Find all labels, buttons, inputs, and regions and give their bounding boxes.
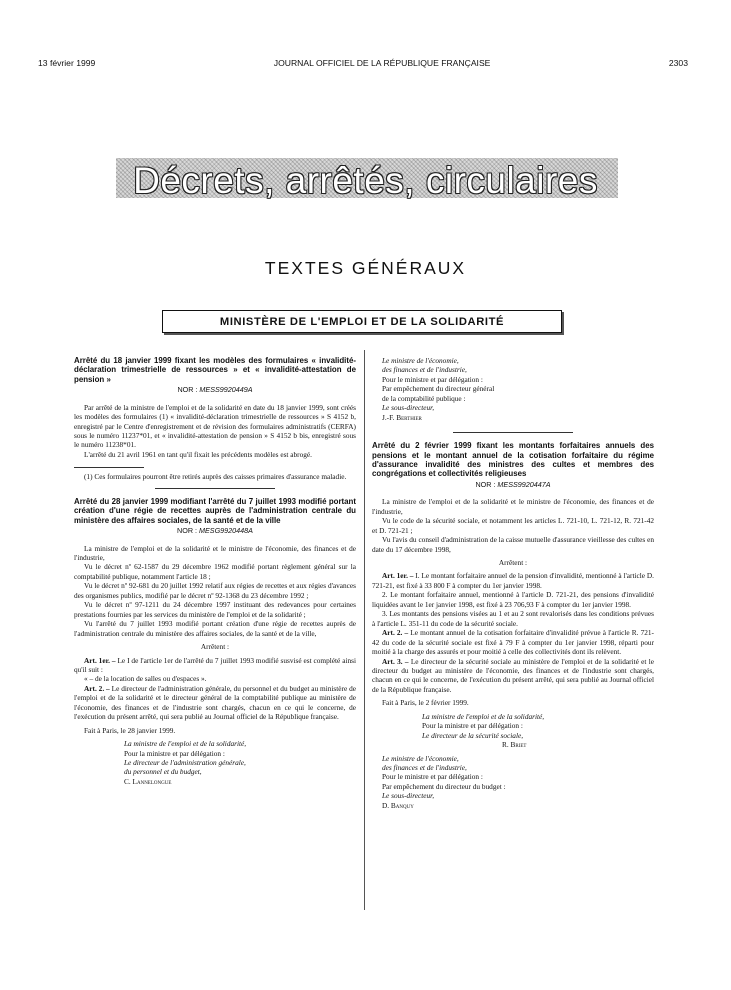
nor-label: NOR :	[177, 385, 198, 395]
article-text: Le I de l'article 1er de l'arrêté du 7 juillet 1993 modifié susvisé est complété ainsi qu'il suit :	[74, 655, 356, 674]
signature-line: Pour la ministre et par délégation :	[422, 721, 523, 731]
article-label: Art. 1er. –	[382, 571, 414, 581]
column-rule	[364, 350, 365, 910]
decree2-paragraph: La ministre de l'emploi et de la solidarité et le ministre de l'économie, des finances et de l'industrie,	[74, 543, 356, 562]
decree2-done-at: Fait à Paris, le 28 janvier 1999.	[84, 725, 176, 735]
signature-line: La ministre de l'emploi et de la solidarité,	[422, 711, 545, 721]
decree3-nor	[372, 480, 654, 489]
decree1-nor	[74, 385, 356, 394]
signature-line: Le directeur de l'administration générale,	[124, 758, 246, 768]
article-label: Art. 1er. –	[84, 655, 116, 665]
signature-line: du personnel et du budget,	[124, 767, 202, 777]
decree3-article-1-item: 2. Le montant forfaitaire annuel, mentionné à l'article D. 721-21, des pensions d'invalidité liquidées avant le 1er janvier 1998, est fixé à 23 706,93 F à compter du 1er janvier 1998.	[372, 590, 654, 609]
header-journal: JOURNAL OFFICIEL DE LA RÉPUBLIQUE FRANÇAISE	[273, 58, 491, 68]
signatory-name: J.-F. Berthier	[382, 412, 422, 422]
signature-line: Pour le ministre et par délégation :	[382, 772, 483, 782]
decree2-arretent: Arrêtent :	[200, 642, 230, 652]
nor-code: MESG9920448A	[199, 526, 253, 536]
decree3-paragraph: Vu l'avis du conseil d'administration de la caisse mutuelle d'assurance vieillesse des cultes en date du 17 décembre 1998,	[372, 535, 654, 554]
signature-line: Le ministre de l'économie,	[382, 753, 459, 763]
signature-line: des finances et de l'industrie,	[382, 763, 467, 773]
article-label: Art. 2. –	[84, 683, 110, 693]
signature-line: Le sous-directeur,	[382, 403, 435, 413]
decree2-nor	[74, 526, 356, 535]
signature-line: Pour le ministre et par délégation :	[382, 374, 483, 384]
article-text: I. Le montant forfaitaire annuel de la pension d'invalidité, mentionné à l'article D. 721-21, est fixé à 33 800 F à compter du 1er janvier 1998.	[372, 571, 654, 590]
signature-line: Par empêchement du directeur général	[382, 384, 495, 394]
right-column	[372, 356, 654, 810]
running-header	[38, 56, 688, 70]
decree1-paragraph: Par arrêté de la ministre de l'emploi et de la solidarité en date du 18 janvier 1999, sont créés les modèles des formulaires (1) « invalidité-déclaration trimestrielle de ressources » S 4152 b, enregistré par le Centre d'enregistrement et de révision des formulaires administratifs (CERFA) sous le numéro 11237*01, et « invalidité-attestation de pension » S 4152 b bis, enregistré sous le numéro 11238*01.	[74, 402, 356, 450]
article-label: Art. 2. –	[382, 628, 409, 638]
article-text: Le directeur de l'administration générale, du personnel et du budget au ministère de l'emploi et de la solidarité et le directeur général de la comptabilité publique au ministère de l'économie, des finances et de l'industrie sont chargés, chacun en ce qui le concerne, de l'exécution du présent arrêté, qui sera publié au Journal officiel de la République française.	[74, 683, 356, 722]
header-date: 13 février 1999	[38, 58, 96, 68]
decree3-paragraph: La ministre de l'emploi et de la solidarité et le ministre de l'économie, des finances et de l'industrie,	[372, 497, 654, 516]
nor-code: MESS9920449A	[199, 385, 253, 395]
decree2-paragraph: Vu l'arrêté du 7 juillet 1993 modifié portant création d'une régie de recettes auprès de l'administration centrale du ministère des affaires sociales, de la santé et de la ville,	[74, 619, 356, 638]
nor-label: NOR :	[177, 526, 197, 536]
banner-title: Décrets, arrêtés, circulaires	[133, 160, 598, 201]
signature-line: Le directeur de la sécurité sociale,	[422, 730, 524, 740]
signature-line: de la comptabilité publique :	[382, 393, 466, 403]
decree1-title: Arrêté du 18 janvier 1999 fixant les modèles des formulaires « invalidité-déclaration trimestrielle de ressources » et « invalidité-attestation de pension »	[74, 356, 356, 384]
decree2-paragraph: Vu le décret nº 62-1587 du 29 décembre 1962 modifié portant règlement général sur la comptabilité publique, notamment l'article 18 ;	[74, 562, 356, 581]
signature-line: Par empêchement du directeur du budget :	[382, 781, 506, 791]
decree2-article-2	[74, 684, 356, 722]
signatory-name: D. Banquy	[382, 800, 414, 810]
signatory-name: C. Lannelongue	[124, 776, 172, 786]
separator	[155, 488, 275, 489]
signature-line: La ministre de l'emploi et de la solidarité,	[124, 739, 247, 749]
decree2-title: Arrêté du 28 janvier 1999 modifiant l'arrêté du 7 juillet 1993 modifié portant création d'une régie de recettes auprès de l'administration centrale du ministère des affaires sociales, de la santé et de la ville	[74, 496, 356, 525]
signature-line: Pour la ministre et par délégation :	[124, 748, 225, 758]
section-heading: TEXTES GÉNÉRAUX	[264, 258, 467, 278]
decree3-article-3	[372, 657, 654, 695]
article-text: Le montant annuel de la cotisation forfaitaire d'invalidité prévue à l'article R. 721-42 du code de la sécurité sociale est fixé à 79 F à compter du 1er janvier 1998, réparti pour moitié à la charge des assurés et pour moitié à celle des collectivités dont ils relèvent.	[372, 628, 654, 657]
footnote-rule	[74, 467, 144, 468]
decree3-title: Arrêté du 2 février 1999 fixant les montants forfaitaires annuels des pensions et le montant annuel de la cotisation forfaitaire du régime d'assurance invalidité des ministres des cultes et membres des congrégations et collectivités religieuses	[372, 441, 654, 479]
signature-line: Le ministre de l'économie,	[382, 356, 459, 365]
article-label: Art. 3. –	[382, 656, 409, 666]
signature-line: des finances et de l'industrie,	[382, 365, 467, 375]
decree2-paragraph: Vu le décret nº 97-1211 du 24 décembre 1997 instituant des redevances pour certaines prestations fournies par les services du ministère de l'emploi et de la solidarité ;	[74, 600, 356, 619]
decree3-article-2	[372, 628, 654, 656]
decree3-done-at: Fait à Paris, le 2 février 1999.	[382, 698, 469, 708]
decree3-article-1-item: 3. Les montants des pensions visées au 1 et au 2 sont revalorisés dans les conditions prévues à l'article L. 351-11 du code de la sécurité sociale.	[372, 609, 654, 628]
decree3-arretent: Arrêtent :	[498, 557, 528, 567]
signature-line: Le sous-directeur,	[382, 791, 435, 801]
nor-code: MESS9920447A	[497, 479, 551, 489]
ministry-heading: MINISTÈRE DE L'EMPLOI ET DE LA SOLIDARITÉ	[162, 310, 562, 333]
decree2-article-1	[74, 656, 356, 675]
header-page-number: 2303	[668, 58, 688, 68]
decree2-paragraph: Vu le décret nº 92-681 du 20 juillet 1992 relatif aux régies de recettes et aux régies d'avances des organismes publics, modifié par le décret nº 92-1368 du 23 décembre 1992 ;	[74, 581, 356, 600]
decree3-article-1	[372, 571, 654, 590]
left-column	[74, 356, 356, 786]
decree3-paragraph: Vu le code de la sécurité sociale, et notamment les articles L. 721-10, L. 721-12, R. 721-42 et D. 721-21 ;	[372, 516, 654, 535]
decree1-paragraph: L'arrêté du 21 avril 1961 en tant qu'il fixait les précédents modèles est abrogé.	[84, 449, 312, 459]
decree2-article-1-item: « – de la location de salles ou d'espaces ».	[84, 674, 207, 684]
article-text: Le directeur de la sécurité sociale au ministère de l'emploi et de la solidarité et le directeur du budget au ministère de l'économie, des finances et de l'industrie sont chargés, chacun en ce qui le concerne, de l'exécution du présent arrêté, qui sera publié au Journal officiel de la République française.	[372, 656, 654, 694]
signatory-name: R. Briet	[502, 740, 527, 750]
decree1-footnote: (1) Ces formulaires pourront être retirés auprès des caisses primaires d'assurance maladie.	[84, 472, 347, 482]
nor-label: NOR :	[475, 479, 496, 489]
separator	[453, 432, 573, 433]
